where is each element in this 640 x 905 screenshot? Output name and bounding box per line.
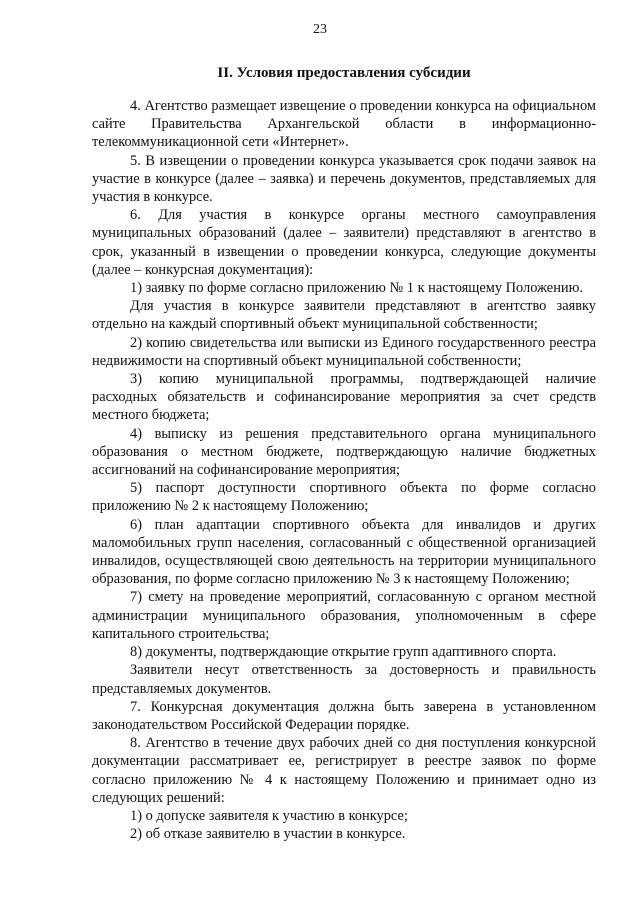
list-item-accessibility-passport: 5) паспорт доступности спортивного объекта по форме согласно приложению № 2 к настоящему Положению; [92, 480, 596, 515]
paragraph-item-5: 5. В извещении о проведении конкурса указывается срок подачи заявок на участие в конкурсе (далее – заявка) и перечень документов, представляемых для участия в конкурсе. [92, 152, 596, 206]
list-item-admission-decision: 1) о допуске заявителя к участию в конкурсе; [130, 807, 408, 824]
paragraph-separate-application: Для участия в конкурсе заявители представляют в агентство заявку отдельно на каждый спортивный объект муниципальной собственности; [92, 298, 596, 333]
paragraph-item-8: 8. Агентство в течение двух рабочих дней со дня поступления конкурсной документации рассматривает ее, регистрирует в реестре заявок по форме согласно приложению № 4 к настоящему Положению и принимает одно из следующих решений: [92, 735, 596, 806]
section-heading: II. Условия предоставления субсидии [217, 65, 471, 81]
paragraph-item-4: 4. Агентство размещает извещение о проведении конкурса на официальном сайте Правительства Архангельской области в информационно-телекоммуникационной сети «Интернет». [92, 98, 596, 151]
list-item-budget-decision: 4) выписку из решения представительного органа муниципального образования о местном бюджете, подтверждающую наличие бюджетных ассигнований на софинансирование мероприятия; [92, 425, 596, 479]
list-item-application-form: 1) заявку по форме согласно приложению № 1 к настоящему Положению. [130, 280, 583, 297]
list-item-adaptation-plan: 6) план адаптации спортивного объекта для инвалидов и других маломобильных групп населения, согласованный с общественной организацией инвалидов, осуществляющей свою деятельность на территории муниципального образования, по форме согласно приложению № 3 к настоящему Положению; [92, 516, 596, 588]
list-item-municipal-program: 3) копию муниципальной программы, подтверждающей наличие расходных обязательств и софинансирование мероприятия за счет средств местного бюджета; [92, 371, 596, 424]
page-number: 23 [313, 22, 327, 37]
list-item-property-certificate: 2) копию свидетельства или выписки из Единого государственного реестра недвижимости на спортивный объект муниципальной собственности; [92, 334, 596, 369]
paragraph-item-7: 7. Конкурсная документация должна быть заверена в установленном законодательством Российской Федерации порядке. [92, 698, 596, 733]
document-body [92, 97, 596, 843]
paragraph-item-6: 6. Для участия в конкурсе органы местного самоуправления муниципальных образований (далее – заявители) представляют в агентство в срок, указанный в извещении о проведении конкурса, следующие документы (далее – конкурсная документация): [92, 207, 596, 278]
list-item-adaptive-sport-documents: 8) документы, подтверждающие открытие групп адаптивного спорта. [130, 644, 557, 661]
paragraph-applicant-responsibility: Заявители несут ответственность за достоверность и правильность представляемых документов. [92, 662, 596, 697]
list-item-refusal-decision: 2) об отказе заявителю в участии в конкурсе. [130, 826, 406, 843]
list-item-cost-estimate: 7) смету на проведение мероприятий, согласованную с органом местной администрации муниципального образования, уполномоченным в сфере капитального строительства; [92, 589, 596, 642]
